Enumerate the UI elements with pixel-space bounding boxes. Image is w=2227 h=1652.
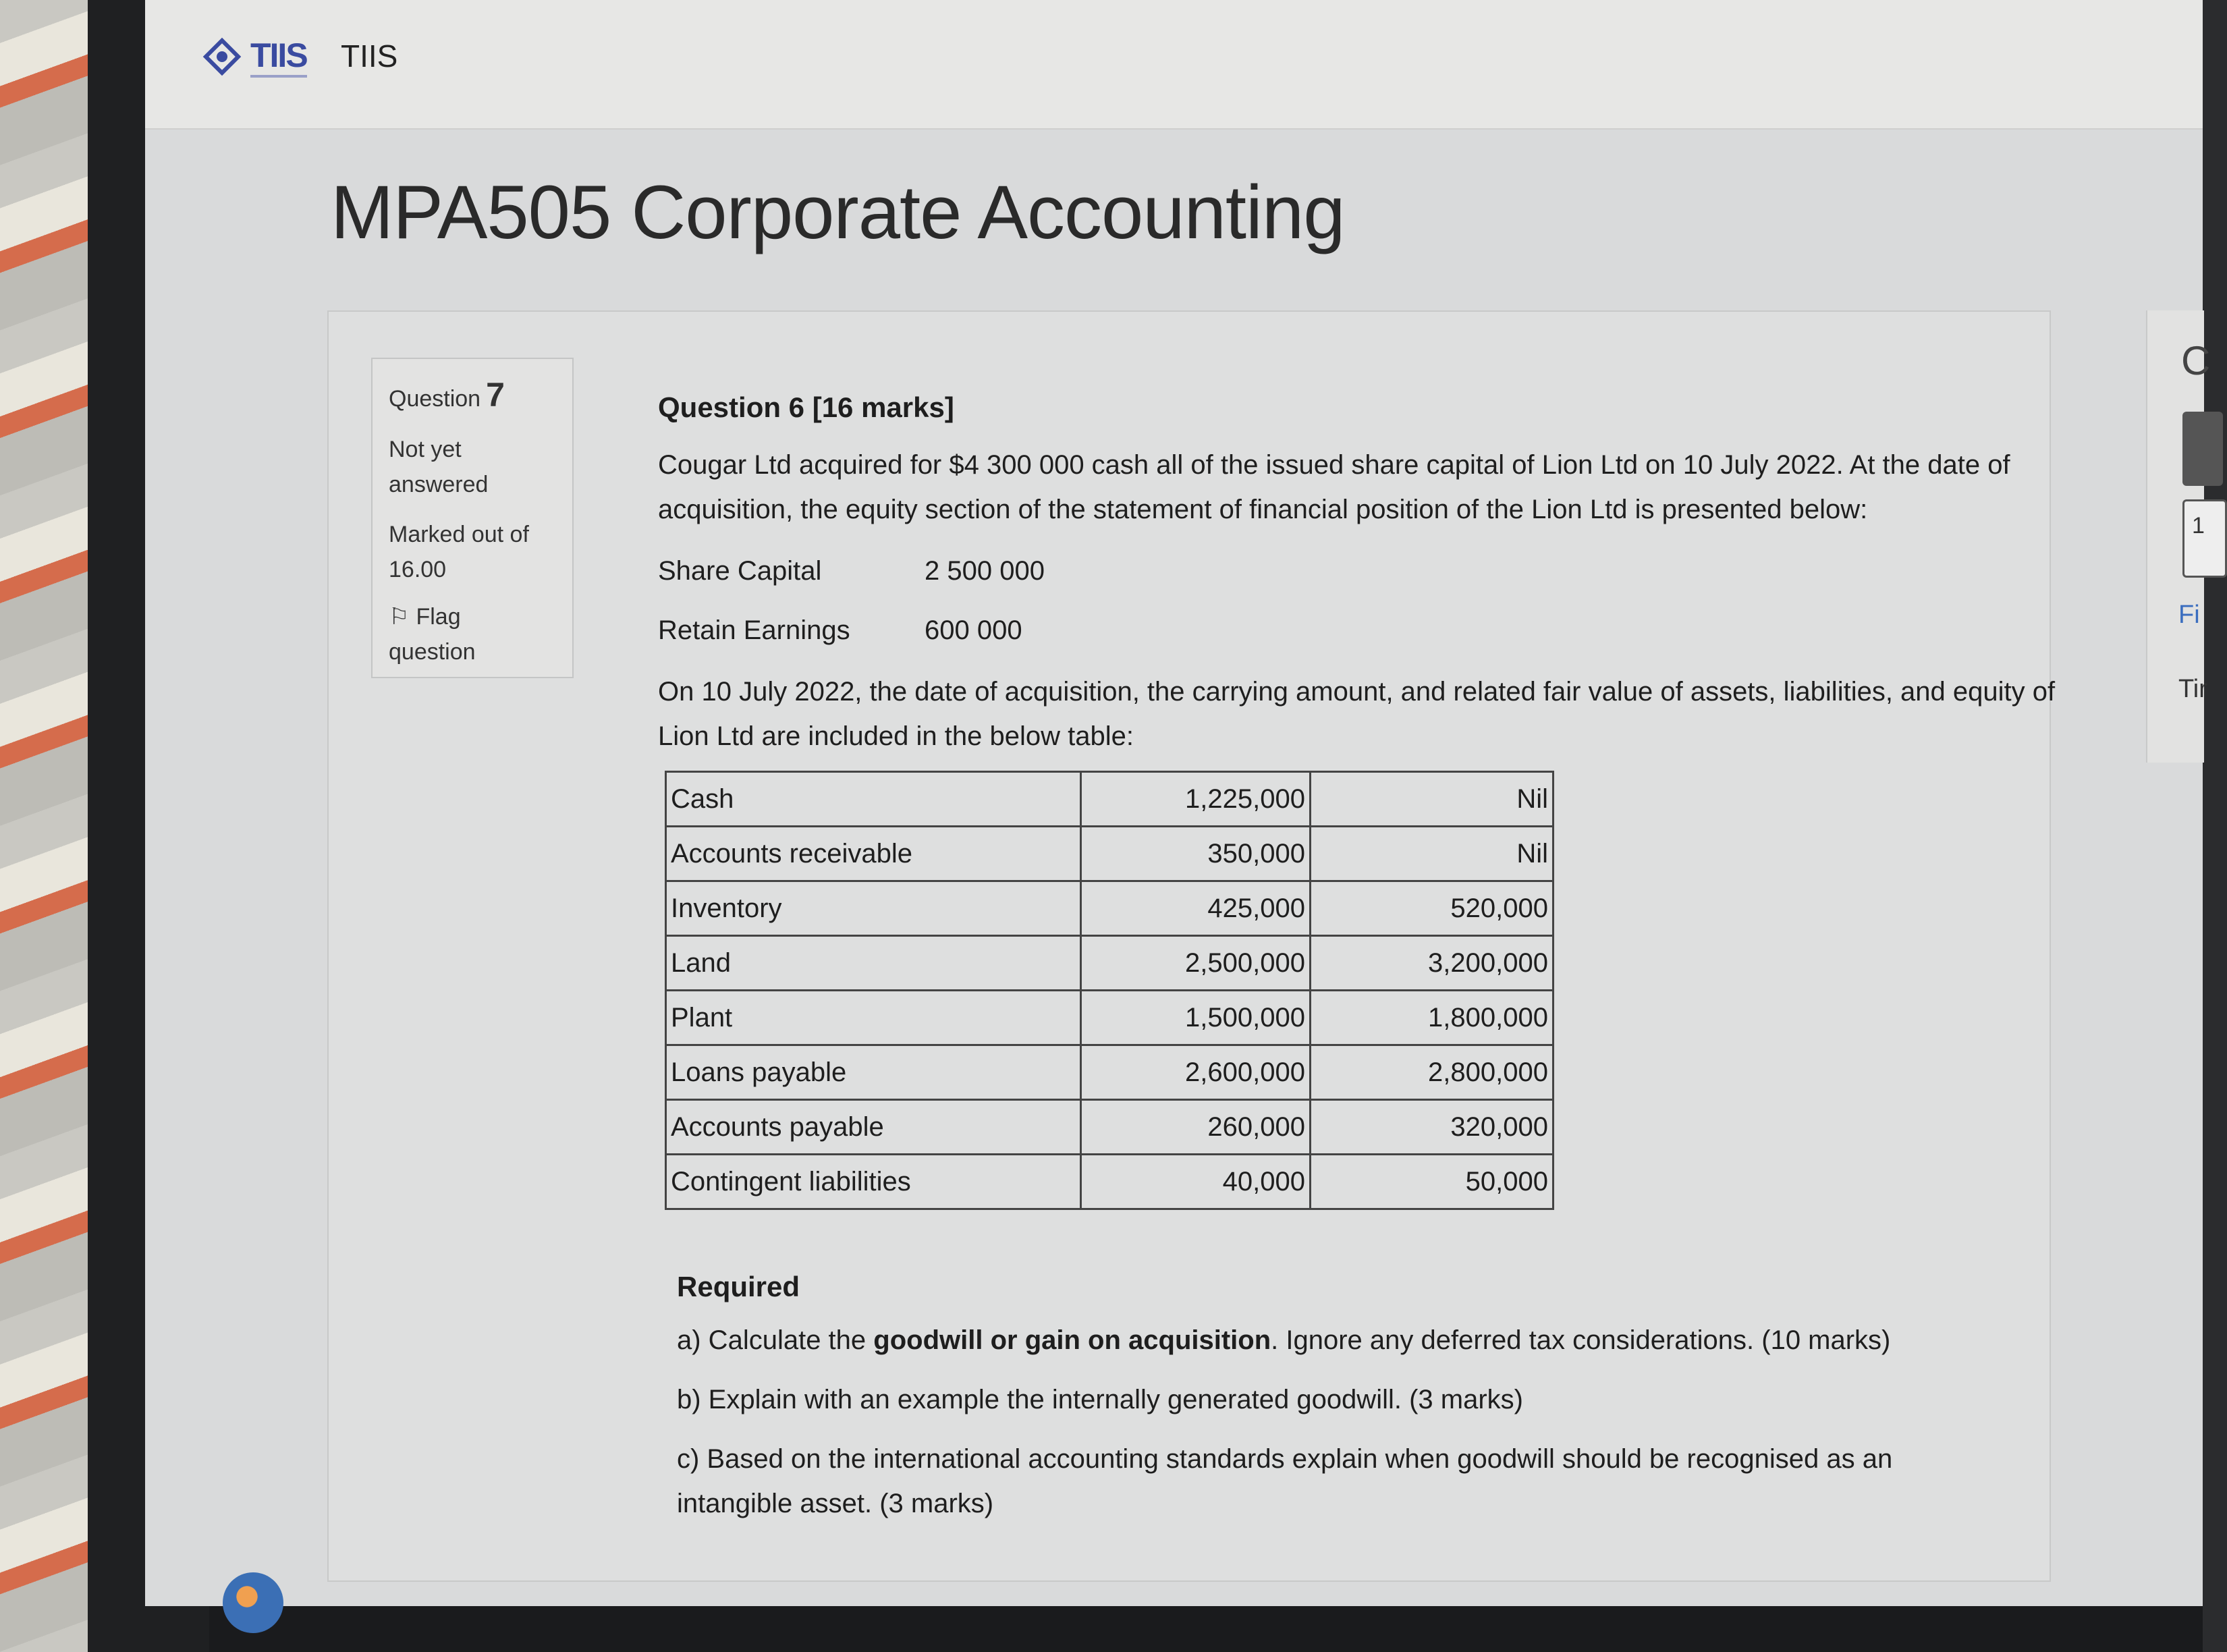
table-cell-carrying: 1,500,000	[1081, 991, 1311, 1045]
table-cell-carrying: 1,225,000	[1081, 772, 1311, 827]
quiz-navigation-panel	[2146, 310, 2211, 763]
equity-row-share-capital	[658, 551, 2210, 591]
browser-screen	[145, 0, 2203, 1606]
equity-label: Retain Earnings	[658, 615, 850, 645]
question-heading: Question 6 [16 marks]	[658, 391, 954, 423]
req-a-prefix: a) Calculate the	[677, 1325, 874, 1355]
table-cell-carrying: 425,000	[1081, 881, 1311, 936]
background-fabric	[0, 0, 88, 1652]
flag-question-link[interactable]	[389, 599, 556, 669]
tiis-logo-icon	[202, 36, 242, 77]
flag-icon: ⚐	[389, 604, 410, 630]
time-left-label: Tir	[2178, 675, 2207, 703]
table-cell-carrying: 2,600,000	[1081, 1045, 1311, 1100]
table-row	[666, 1100, 1554, 1155]
req-a-bold: goodwill or gain on acquisition	[873, 1325, 1271, 1355]
page-title: MPA505 Corporate Accounting	[331, 170, 1345, 254]
grade-line-1: Marked out of	[389, 522, 529, 547]
finish-attempt-link[interactable]: Fi	[2178, 601, 2200, 629]
assets-liabilities-table	[665, 771, 1554, 1210]
logo-text: TIIS	[250, 36, 307, 78]
table-cell-fair-value: 50,000	[1311, 1155, 1554, 1209]
assets-table-wrap	[665, 771, 2210, 1210]
table-row	[666, 827, 1554, 881]
question-state	[389, 432, 556, 502]
state-line-1: Not yet	[389, 437, 462, 462]
table-cell-fair-value: 2,800,000	[1311, 1045, 1554, 1100]
table-cell-carrying: 40,000	[1081, 1155, 1311, 1209]
table-cell-fair-value: 320,000	[1311, 1100, 1554, 1155]
question-label: Question	[389, 386, 481, 412]
table-cell-fair-value: 3,200,000	[1311, 936, 1554, 991]
panel-letter: C	[2181, 338, 2211, 383]
table-cell-fair-value: Nil	[1311, 772, 1554, 827]
table-cell-item: Inventory	[666, 881, 1081, 936]
flag-line-1: Flag	[416, 604, 461, 630]
table-cell-item: Contingent liabilities	[666, 1155, 1081, 1209]
required-item-b: b) Explain with an example the internally generated goodwill. (3 marks)	[677, 1385, 1523, 1414]
table-row	[666, 936, 1554, 991]
required-item-c: c) Based on the international accounting standards explain when goodwill should be recognised as an intangible asset. (3 marks)	[677, 1444, 1893, 1518]
table-row	[666, 991, 1554, 1045]
quiz-nav-button[interactable]	[2182, 499, 2227, 578]
table-cell-item: Loans payable	[666, 1045, 1081, 1100]
table-row	[666, 1045, 1554, 1100]
site-logo[interactable]	[202, 30, 307, 84]
question-info-panel	[371, 358, 574, 678]
required-item-a	[677, 1318, 1959, 1362]
state-line-2: answered	[389, 472, 489, 497]
flag-line-2: question	[389, 639, 476, 665]
grade-line-2: 16.00	[389, 557, 447, 582]
table-cell-item: Cash	[666, 772, 1081, 827]
site-name-link[interactable]: TIIS	[341, 38, 398, 74]
table-cell-fair-value: 520,000	[1311, 881, 1554, 936]
equity-value: 2 500 000	[925, 556, 1045, 586]
question-text	[658, 391, 2210, 1526]
table-cell-item: Accounts payable	[666, 1100, 1081, 1155]
equity-label: Share Capital	[658, 556, 822, 586]
equity-value: 600 000	[925, 615, 1022, 645]
monitor-bottom-bezel	[209, 1606, 2203, 1652]
table-cell-carrying: 350,000	[1081, 827, 1311, 881]
table-cell-fair-value: Nil	[1311, 827, 1554, 881]
user-avatar-icon[interactable]	[223, 1572, 283, 1633]
table-cell-carrying: 2,500,000	[1081, 936, 1311, 991]
top-navbar	[145, 0, 2203, 130]
question-intro: Cougar Ltd acquired for $4 300 000 cash all of the issued share capital of Lion Ltd on 10 July 2022. At the date of acquisition, the equity section of the statement of financial position of the Lion Ltd is presented below:	[658, 450, 2010, 524]
required-heading: Required	[677, 1271, 800, 1302]
question-grade	[389, 517, 556, 587]
table-cell-item: Land	[666, 936, 1081, 991]
table-cell-item: Accounts receivable	[666, 827, 1081, 881]
table-row	[666, 772, 1554, 827]
table-row	[666, 1155, 1554, 1209]
quiz-nav-button-current[interactable]	[2182, 412, 2223, 486]
table-cell-carrying: 260,000	[1081, 1100, 1311, 1155]
equity-row-retain-earnings	[658, 610, 2210, 651]
req-a-suffix: . Ignore any deferred tax considerations. (10 marks)	[1271, 1325, 1891, 1355]
table-intro: On 10 July 2022, the date of acquisition, the carrying amount, and related fair value of assets, liabilities, and equity of Lion Ltd are included in the below table:	[658, 677, 2056, 751]
table-row	[666, 881, 1554, 936]
quiz-nav-number: 1	[2192, 513, 2205, 539]
table-cell-fair-value: 1,800,000	[1311, 991, 1554, 1045]
question-number: 7	[486, 376, 505, 414]
table-cell-item: Plant	[666, 991, 1081, 1045]
